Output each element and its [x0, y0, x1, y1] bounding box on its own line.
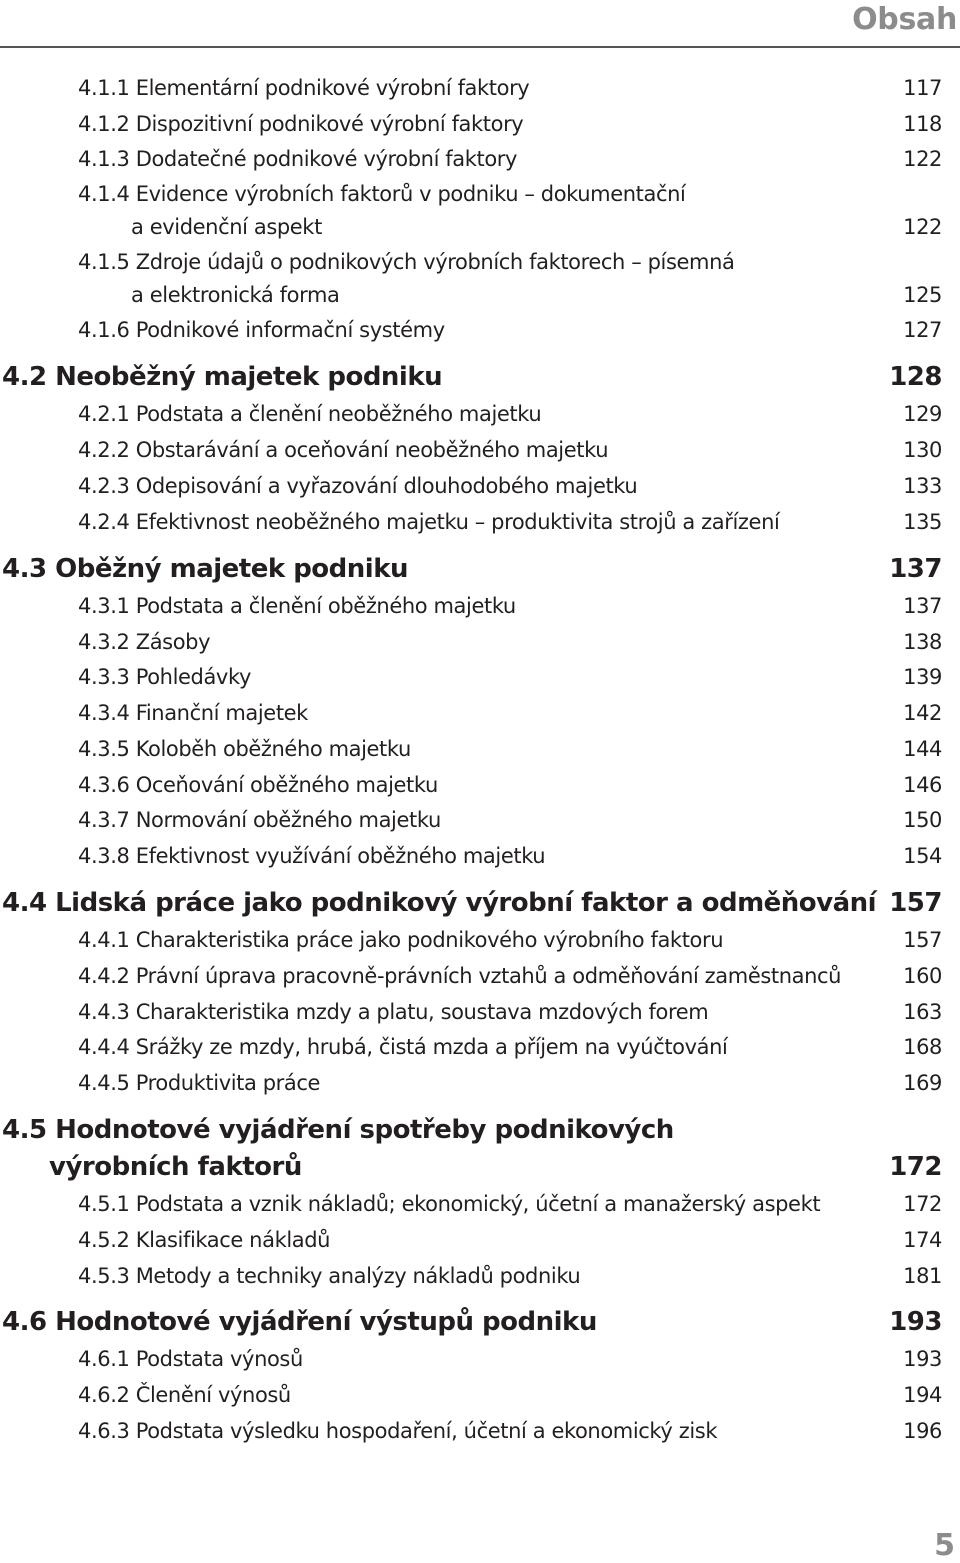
toc-entry-page: 150: [903, 808, 942, 832]
toc-entry-page: 133: [903, 474, 942, 498]
toc-entry-page: 127: [903, 318, 942, 342]
toc-entry-page: 122: [903, 215, 942, 239]
toc-entry-page: 122: [903, 147, 942, 171]
toc-entry-title: 4.2.3 Odepisování a vyřazování dlouhodobého majetku: [78, 474, 638, 498]
toc-entry-title: 4.5.3 Metody a techniky analýzy nákladů podniku: [78, 1264, 581, 1288]
toc-entry-page: 146: [903, 773, 942, 797]
toc-entry-title: 4.4.2 Právní úprava pracovně-právních vztahů a odměňování zaměstnanců: [78, 964, 842, 988]
toc-entry-page: 144: [903, 737, 942, 761]
toc-entry-title: 4.1.5 Zdroje údajů o podnikových výrobních faktorech – písemná: [78, 250, 735, 274]
toc-entry-title: 4.6.2 Členění výnosů: [78, 1383, 291, 1407]
toc-entry-page: 125: [903, 283, 942, 307]
toc-section-title: 4.4 Lidská práce jako podnikový výrobní faktor a odměňování: [2, 888, 877, 918]
toc-entry-page: 194: [903, 1383, 942, 1407]
toc-entry-title: 4.6.3 Podstata výsledku hospodaření, účetní a ekonomický zisk: [78, 1419, 718, 1443]
toc-section-title-continued: výrobních faktorů: [49, 1152, 302, 1182]
toc-entry-title: 4.6.1 Podstata výnosů: [78, 1347, 303, 1371]
toc-entry-page: 181: [903, 1264, 942, 1288]
toc-entry-page: 169: [903, 1071, 942, 1095]
toc-entry-title: 4.3.8 Efektivnost využívání oběžného majetku: [78, 844, 546, 868]
toc-entry-page: 174: [903, 1228, 942, 1252]
toc-entry-page: 172: [903, 1192, 942, 1216]
toc-section-title: 4.3 Oběžný majetek podniku: [2, 554, 408, 584]
toc-entry-page: 117: [903, 76, 942, 100]
toc-entry-title: 4.1.6 Podnikové informační systémy: [78, 318, 445, 342]
toc-entry-title: 4.2.2 Obstarávání a oceňování neoběžného majetku: [78, 438, 609, 462]
toc-entry-page: 118: [903, 112, 942, 136]
toc-section-title: 4.5 Hodnotové vyjádření spotřeby podnikových: [2, 1115, 674, 1145]
toc-entry-title-continued: a elektronická forma: [131, 283, 340, 307]
toc-entry-page: 168: [903, 1035, 942, 1059]
toc-entry-title: 4.3.6 Oceňování oběžného majetku: [78, 773, 438, 797]
page-number: 5: [934, 1528, 955, 1563]
toc-entry-title: 4.1.1 Elementární podnikové výrobní faktory: [78, 76, 530, 100]
toc-section-page: 193: [889, 1307, 942, 1337]
toc-entry-title: 4.4.1 Charakteristika práce jako podnikového výrobního faktoru: [78, 928, 724, 952]
toc-entry-title: 4.4.4 Srážky ze mzdy, hrubá, čistá mzda a příjem na vyúčtování: [78, 1035, 728, 1059]
toc-entry-title: 4.1.2 Dispozitivní podnikové výrobní faktory: [78, 112, 524, 136]
toc-entry-page: 139: [903, 665, 942, 689]
toc-entry-page: 163: [903, 1000, 942, 1024]
toc-entry-title: 4.5.1 Podstata a vznik nákladů; ekonomický, účetní a manažerský aspekt: [78, 1192, 821, 1216]
toc-entry-title-continued: a evidenční aspekt: [131, 215, 322, 239]
toc-entry-page: 135: [903, 510, 942, 534]
toc-entry-page: 130: [903, 438, 942, 462]
header-rule: [0, 46, 960, 48]
toc-entry-page: 160: [903, 964, 942, 988]
toc-entry-page: 138: [903, 630, 942, 654]
toc-entry-page: 154: [903, 844, 942, 868]
toc-entry-title: 4.3.5 Koloběh oběžného majetku: [78, 737, 411, 761]
toc-entry-page: 137: [903, 594, 942, 618]
page-header-title: Obsah: [852, 2, 957, 37]
toc-section-page: 128: [889, 362, 942, 392]
toc-entry-title: 4.5.2 Klasifikace nákladů: [78, 1228, 331, 1252]
toc-entry-title: 4.4.5 Produktivita práce: [78, 1071, 321, 1095]
toc-section-title: 4.6 Hodnotové vyjádření výstupů podniku: [2, 1307, 597, 1337]
toc-entry-page: 157: [903, 928, 942, 952]
toc-entry-title: 4.3.1 Podstata a členění oběžného majetku: [78, 594, 516, 618]
toc-entry-page: 142: [903, 701, 942, 725]
toc-entry-page: 193: [903, 1347, 942, 1371]
toc-section-page: 137: [889, 554, 942, 584]
toc-entry-title: 4.3.4 Finanční majetek: [78, 701, 308, 725]
toc-entry-title: 4.1.4 Evidence výrobních faktorů v podniku – dokumentační: [78, 182, 686, 206]
toc-entry-title: 4.4.3 Charakteristika mzdy a platu, soustava mzdových forem: [78, 1000, 709, 1024]
toc-entry-title: 4.1.3 Dodatečné podnikové výrobní faktory: [78, 147, 518, 171]
toc-entry-title: 4.2.4 Efektivnost neoběžného majetku – produktivita strojů a zařízení: [78, 510, 780, 534]
toc-entry-title: 4.3.3 Pohledávky: [78, 665, 252, 689]
toc-entry-title: 4.3.7 Normování oběžného majetku: [78, 808, 441, 832]
toc-entry-title: 4.3.2 Zásoby: [78, 630, 211, 654]
toc-entry-page: 129: [903, 402, 942, 426]
toc-entry-title: 4.2.1 Podstata a členění neoběžného majetku: [78, 402, 542, 426]
toc-entry-page: 196: [903, 1419, 942, 1443]
toc-section-page: 157: [889, 888, 942, 918]
toc-section-page: 172: [889, 1152, 942, 1182]
toc-section-title: 4.2 Neoběžný majetek podniku: [2, 362, 443, 392]
